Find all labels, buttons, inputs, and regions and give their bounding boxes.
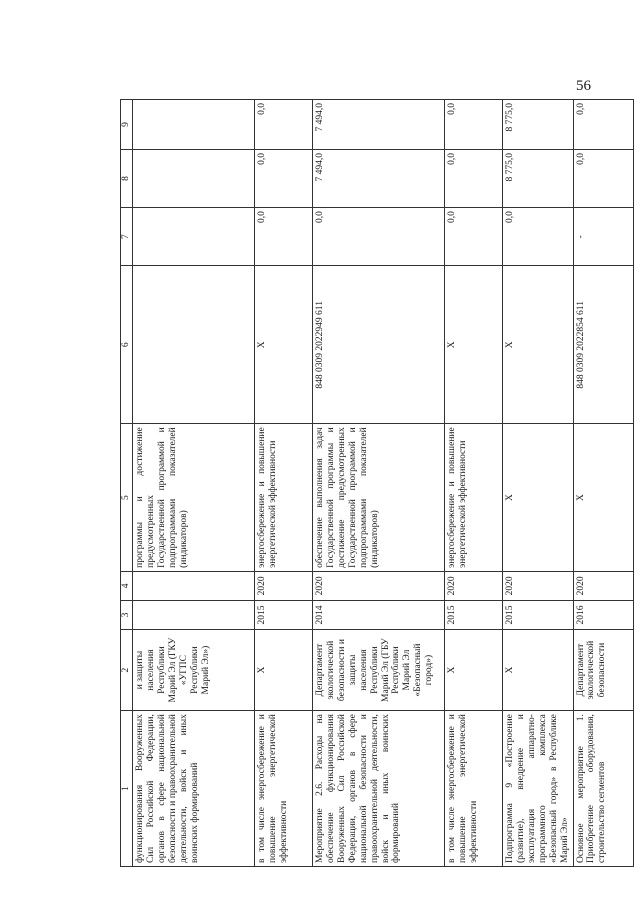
header-col-3: 3 [121,600,133,629]
table-row [255,100,313,867]
cell-result: X [503,424,574,572]
cell-value-7: 0,0 [445,208,503,266]
rotated-table-container [120,99,620,867]
header-col-7: 7 [121,208,133,266]
header-col-2: 2 [121,630,133,711]
cell-value-9: 7 494,0 [313,100,445,150]
cell-value-9: 0,0 [445,100,503,150]
cell-value-7 [133,208,255,266]
cell-description: Подпрограмма 9 «Построение (развитие), внедрение и эксплуатация аппаратно-программного комплекса «Безопасный город» в Республике Марий Эл» [503,711,574,867]
cell-end-year: 2020 [573,571,633,600]
cell-end-year: 2020 [255,571,313,600]
cell-start-year [133,600,255,629]
table-row [503,100,574,867]
cell-start-year: 2016 [573,600,633,629]
cell-description: в том числе энергосбережение и повышение энергетической эффективности [445,711,503,867]
cell-description: Основное мероприятие 1. Приобретение оборудования, строительство сегментов [573,711,633,867]
table-row [573,100,633,867]
cell-value-8: 0,0 [445,149,503,207]
header-col-6: 6 [121,266,133,424]
cell-value-7: 0,0 [313,208,445,266]
header-col-4: 4 [121,571,133,600]
header-col-9: 9 [121,100,133,150]
cell-start-year: 2015 [445,600,503,629]
cell-result: энергосбережение и повышение энергетической эффективности [255,424,313,572]
cell-value-8: 8 775,0 [503,149,574,207]
table-row [445,100,503,867]
cell-executor: X [503,630,574,711]
cell-end-year: 2020 [503,571,574,600]
cell-executor: Департамент экологической безопасности [573,630,633,711]
header-row [121,100,133,867]
cell-executor: и защиты населения Республики Марий Эл (ГКУ «УГПС Республики Марий Эл») [133,630,255,711]
cell-value-8: 0,0 [255,149,313,207]
cell-description: в том числе энергосбережение и повышение энергетической эффективности [255,711,313,867]
cell-budget-code: X [503,266,574,424]
cell-value-9: 0,0 [255,100,313,150]
cell-budget-code: 848 0309 2022949 611 [313,266,445,424]
cell-value-9: 0,0 [573,100,633,150]
header-col-8: 8 [121,149,133,207]
cell-value-7: - [573,208,633,266]
cell-value-8: 7 494,0 [313,149,445,207]
cell-budget-code: X [445,266,503,424]
cell-result: X [573,424,633,572]
cell-start-year: 2014 [313,600,445,629]
header-col-1: 1 [121,711,133,867]
cell-value-8: 0,0 [573,149,633,207]
cell-executor: X [445,630,503,711]
cell-start-year: 2015 [503,600,574,629]
cell-result: энергосбережение и повышение энергетической эффективности [445,424,503,572]
header-col-5: 5 [121,424,133,572]
cell-budget-code [133,266,255,424]
cell-end-year: 2020 [313,571,445,600]
budget-table [120,99,634,867]
cell-start-year: 2015 [255,600,313,629]
page-number: 56 [576,78,591,94]
cell-budget-code: X [255,266,313,424]
cell-budget-code: 848 0309 2022854 611 [573,266,633,424]
cell-description: Мероприятие 2.6. Расходы на обеспечение функционирования Вооруженных Сил Российской Федерации, органов в сфере национальной безопасности и правоохранительной деятельности, войск и иных воинских формирований [313,711,445,867]
cell-result: программы и достижение предусмотренных Государственной программой и подпрограммами показателей (индикаторов) [133,424,255,572]
cell-end-year [133,571,255,600]
cell-value-9 [133,100,255,150]
cell-executor: Департамент экологической безопасности и защиты населения Республики Марий Эл (ГБУ Республики Марий Эл «Безопасный город») [313,630,445,711]
cell-value-7: 0,0 [503,208,574,266]
table-row [313,100,445,867]
cell-value-7: 0,0 [255,208,313,266]
cell-end-year: 2020 [445,571,503,600]
cell-result: обеспечение выполнения задач Государственной программы и достижение предусмотренных Государственной программой и подпрограммами показателей (индикаторов) [313,424,445,572]
cell-value-8 [133,149,255,207]
cell-executor: X [255,630,313,711]
cell-value-9: 8 775,0 [503,100,574,150]
table-row [133,100,255,867]
cell-description: функционирования Вооруженных Сил Российской Федерации, органов в сфере национальной безопасности и правоохранительной деятельности, войск и иных воинских формирований [133,711,255,867]
